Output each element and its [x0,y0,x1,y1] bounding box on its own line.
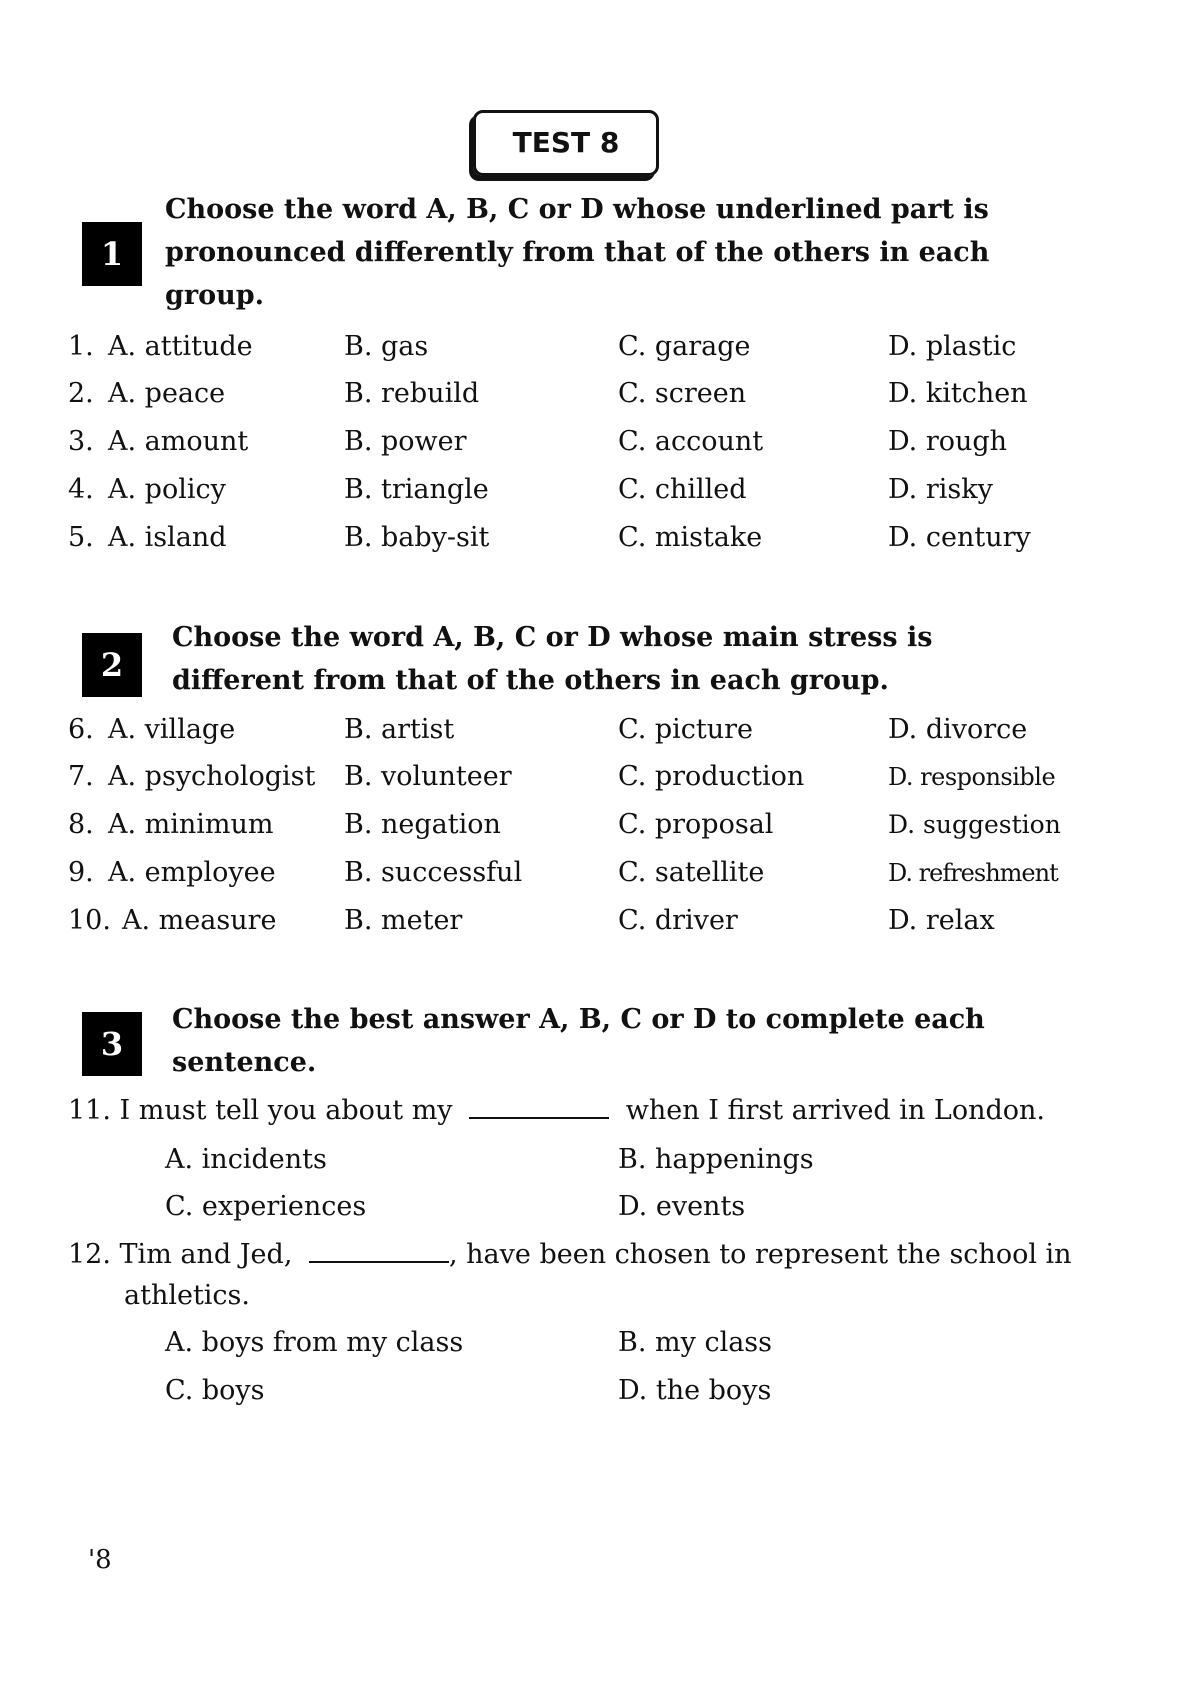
question-12-number: 12. [68,1239,111,1270]
question-11-option-d: D. events [618,1191,746,1222]
question-3-option-c: C. account [618,426,764,457]
question-5-option-c: C. mistake [618,522,763,553]
question-8-option-d: D. suggestion [888,810,1061,839]
question-12-text-after: , have been chosen to represent the school in [449,1239,1072,1270]
question-4-option-d: D. risky [888,474,993,505]
question-9-option-a: A. employee [108,857,276,888]
question-11-option-b: B. happenings [618,1144,814,1175]
question-12-text-before: Tim and Jed, [119,1239,293,1270]
question-12-stem [68,1238,1072,1272]
question-6-option-c: C. picture [618,714,754,745]
section-1-instruction: Choose the word A, B, C or D whose underlined part is pronounced differently from that of the others in each group. [165,194,990,311]
question-4-option-c: C. chilled [618,474,747,505]
question-2-option-d: D. kitchen [888,378,1028,409]
question-10-option-b: B. meter [344,905,463,936]
question-5-option-d: D. century [888,522,1031,553]
question-6-option-a: A. village [108,714,236,745]
question-3-option-a: A. amount [108,426,249,457]
question-6-option-d: D. divorce [888,714,1028,745]
question-7-option-d: D. responsible [888,763,1056,791]
question-12-continuation: athletics. [124,1280,250,1311]
section-3-number: 3 [82,1012,142,1076]
question-10-number: 10. [68,905,111,936]
section-3-instruction: Choose the best answer A, B, C or D to complete each sentence. [172,1004,985,1078]
question-8-number: 8. [68,809,94,840]
question-9-option-c: C. satellite [618,857,765,888]
question-4-option-a: A. policy [108,474,226,505]
question-2-option-b: B. rebuild [344,378,480,409]
question-1-option-a: A. attitude [108,331,253,362]
question-8-option-c: C. proposal [618,809,774,840]
question-1-number: 1. [68,331,94,362]
question-4-number: 4. [68,474,94,505]
question-1-option-b: B. gas [344,331,429,362]
question-7-option-b: B. volunteer [344,761,512,792]
question-1-option-c: C. garage [618,331,751,362]
section-2-number: 2 [82,633,142,697]
section-1-number: 1 [82,222,142,286]
question-10-option-c: C. driver [618,905,738,936]
question-9-option-b: B. successful [344,857,523,888]
question-11-option-a: A. incidents [165,1144,327,1175]
question-11-stem [68,1094,1045,1128]
question-8-option-b: B. negation [344,809,501,840]
question-9-number: 9. [68,857,94,888]
question-11-text-before: I must tell you about my [119,1095,453,1126]
question-3-number: 3. [68,426,94,457]
question-7-option-c: C. production [618,761,805,792]
question-12-blank [309,1241,449,1263]
question-12-option-b: B. my class [618,1327,773,1358]
question-9-option-d: D. refreshment [888,859,1058,887]
question-6-option-b: B. artist [344,714,455,745]
question-11-text-after: when I first arrived in London. [625,1095,1045,1126]
question-6-number: 6. [68,714,94,745]
question-10-option-d: D. relax [888,905,995,936]
question-2-option-c: C. screen [618,378,747,409]
question-2-number: 2. [68,378,94,409]
question-4-option-b: B. triangle [344,474,489,505]
question-5-option-b: B. baby-sit [344,522,490,553]
question-12-option-c: C. boys [165,1375,265,1406]
question-5-number: 5. [68,522,94,553]
question-3-option-d: D. rough [888,426,1008,457]
question-12-option-a: A. boys from my class [165,1327,464,1358]
question-2-option-a: A. peace [108,378,226,409]
question-8-option-a: A. minimum [108,809,274,840]
question-7-number: 7. [68,761,94,792]
question-11-option-c: C. experiences [165,1191,367,1222]
question-3-option-b: B. power [344,426,467,457]
question-11-number: 11. [68,1095,111,1126]
question-12-option-d: D. the boys [618,1375,772,1406]
question-7-option-a: A. psychologist [108,761,316,792]
question-5-option-a: A. island [108,522,227,553]
question-11-blank [469,1097,609,1119]
page-number: '8 [88,1545,112,1575]
section-2-instruction: Choose the word A, B, C or D whose main stress is different from that of the others in each group. [172,622,933,696]
question-1-option-d: D. plastic [888,331,1017,362]
question-10-option-a: A. measure [122,905,277,936]
test-title: TEST 8 [473,110,659,176]
